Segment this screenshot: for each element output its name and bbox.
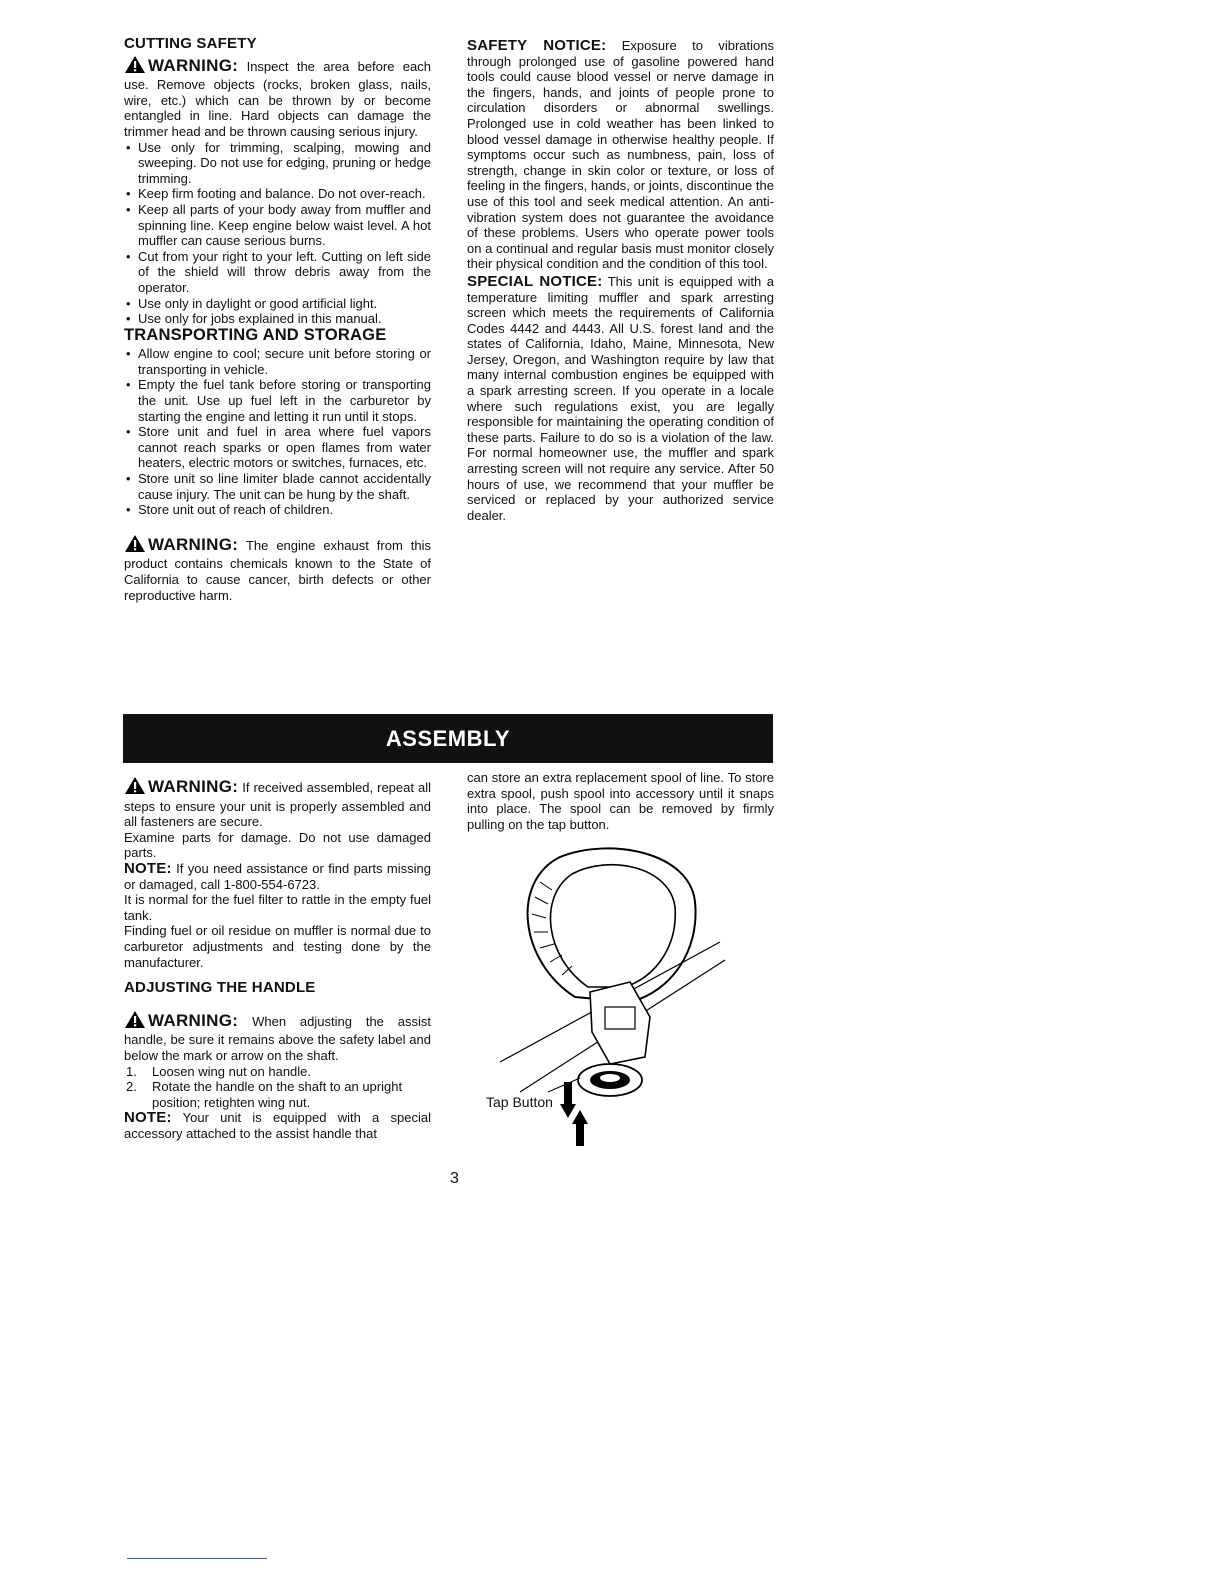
list-item: • Keep firm footing and balance. Do not over-reach. — [124, 186, 431, 202]
warning-icon — [124, 1010, 146, 1033]
cutting-safety-warning — [124, 55, 431, 140]
step-text: Rotate the handle on the shaft to an upright position; retighten wing nut. — [152, 1079, 403, 1110]
warning-text: If received assembled, repeat all steps to ensure your unit is properly assembled and all fasteners are secure. — [124, 780, 431, 830]
assembly-banner: ASSEMBLY — [123, 714, 773, 763]
transporting-heading: TRANSPORTING AND STORAGE — [124, 325, 387, 344]
list-item: • Empty the fuel tank before storing or transporting the unit. Use up fuel left in the carburetor by starting the engine and letting it run until it stops. — [124, 377, 431, 424]
adjusting-warning — [124, 1010, 431, 1064]
assembly-warning — [124, 776, 431, 830]
step-number: 1. — [126, 1063, 137, 1079]
step-text: Loosen wing nut on handle. — [152, 1063, 312, 1079]
residue-text: Finding fuel or oil residue on muffler is normal due to carburetor adjustments and testing done by the manufacturer. — [124, 923, 431, 970]
note-text: Your unit is equipped with a special accessory attached to the assist handle that — [124, 1110, 431, 1141]
cutting-safety-column — [124, 36, 431, 603]
continuation-column — [467, 770, 774, 832]
list-item — [124, 1064, 431, 1080]
fuel-filter-text: It is normal for the fuel filter to rattle in the empty fuel tank. — [124, 892, 431, 923]
assistance-note — [124, 861, 431, 892]
exhaust-warning — [124, 534, 431, 603]
continuation-text: can store an extra replacement spool of line. To store extra spool, push spool into accessory until it snaps into place. The spool can be removed by firmly pulling on the tap button. — [467, 770, 774, 832]
cutting-safety-heading: CUTTING SAFETY — [124, 35, 257, 52]
warning-label: WARNING: — [148, 777, 239, 796]
step-number: 2. — [126, 1079, 137, 1095]
adjusting-heading: ADJUSTING THE HANDLE — [124, 979, 316, 997]
examine-parts-text: Examine parts for damage. Do not use damaged parts. — [124, 829, 431, 861]
safety-notice-label: SAFETY NOTICE: — [467, 37, 607, 54]
list-item: • Allow engine to cool; secure unit before storing or transporting in vehicle. — [124, 346, 431, 377]
note-label: NOTE: — [124, 1109, 172, 1127]
notices-column — [467, 38, 774, 523]
list-item — [124, 1079, 431, 1110]
warning-label: WARNING: — [148, 1010, 239, 1030]
transporting-list — [124, 346, 431, 518]
list-item: • Use only for trimming, scalping, mowing and sweeping. Do not use for edging, pruning or hedge trimming. — [124, 140, 431, 187]
special-notice-label: SPECIAL NOTICE: — [467, 272, 603, 290]
note-label: NOTE: — [124, 859, 172, 877]
warning-icon — [124, 534, 146, 557]
special-notice — [467, 274, 774, 524]
warning-label: WARNING: — [148, 534, 239, 554]
accessory-note — [124, 1110, 431, 1141]
cutting-safety-list — [124, 140, 431, 327]
adjusting-steps — [124, 1064, 431, 1111]
list-item: • Store unit and fuel in area where fuel vapors cannot reach sparks or open flames from water heaters, electric motors or switches, furnaces, etc. — [124, 424, 431, 471]
warning-text: The engine exhaust from this product contains chemicals known to the State of California to cause cancer, birth defects or other reproductive harm. — [124, 537, 431, 603]
special-notice-text: This unit is equipped with a temperature limiting muffler and spark arresting screen which meets the requirements of California Codes 4442 and 4443. All U.S. forest land and the states of California, Idaho, Maine, Minnesota, New Jersey, Oregon, and Washington require by law that many internal combustion engines be equipped with a spark arresting screen. If you operate in a locale where such regulations exist, you are legally responsible for maintaining the operating condition of these parts. Failure to do so is a violation of the law. For normal homeowner use, the muffler and spark arresting screen will not require any service. After 50 hours of use, we recommend that your muffler be serviced or replaced by your authorized service dealer. — [467, 273, 774, 523]
assembly-column — [124, 772, 431, 1141]
safety-notice-text: Exposure to vibrations through prolonged use of gasoline powered hand tools could cause blood vessel or nerve damage in the fingers, hands, and joints of people prone to circulation disorders or abnormal swellings. Prolonged use in cold weather has been linked to blood vessel damage in otherwise healthy people. If symptoms occur such as numbness, pain, loss of strength, change in skin color or texture, or loss of feeling in the fingers, hands, or joints, discontinue the use of this tool and seek medical attention. An anti-vibration system does not guarantee the avoidance of these problems. Users who operate power tools on a continual and regular basis must monitor closely their physical condition and the condition of this tool. — [467, 38, 774, 272]
page-number: 3 — [450, 1170, 459, 1187]
warning-text: When adjusting the assist handle, be sure it remains above the safety label and below the mark or arrow on the shaft. — [124, 1013, 431, 1063]
warning-label: WARNING: — [148, 55, 239, 75]
warning-icon — [124, 55, 146, 78]
note-text: If you need assistance or find parts missing or damaged, call 1-800-554-6723. — [124, 860, 431, 892]
list-item: • Cut from your right to your left. Cutting on left side of the shield will throw debris away from the operator. — [124, 249, 431, 296]
list-item: • Keep all parts of your body away from muffler and spinning line. Keep engine below waist level. A hot muffler can cause serious burns. — [124, 202, 431, 249]
list-item: • Store unit so line limiter blade cannot accidentally cause injury. The unit can be hung by the shaft. — [124, 471, 431, 502]
list-item: • Store unit out of reach of children. — [124, 502, 431, 518]
warning-text: Inspect the area before each use. Remove objects (rocks, broken glass, nails, wire, etc.) which can be thrown by or become entangled in line. Hard objects can damage the trimmer head and be thrown causing serious injury. — [124, 58, 431, 139]
list-item: • Use only for jobs explained in this manual. — [124, 311, 431, 327]
footer-divider — [127, 1558, 267, 1559]
tap-button-label: Tap Button — [486, 1094, 553, 1110]
list-item: • Use only in daylight or good artificial light. — [124, 296, 431, 312]
warning-icon — [124, 776, 146, 799]
safety-notice — [467, 38, 774, 272]
